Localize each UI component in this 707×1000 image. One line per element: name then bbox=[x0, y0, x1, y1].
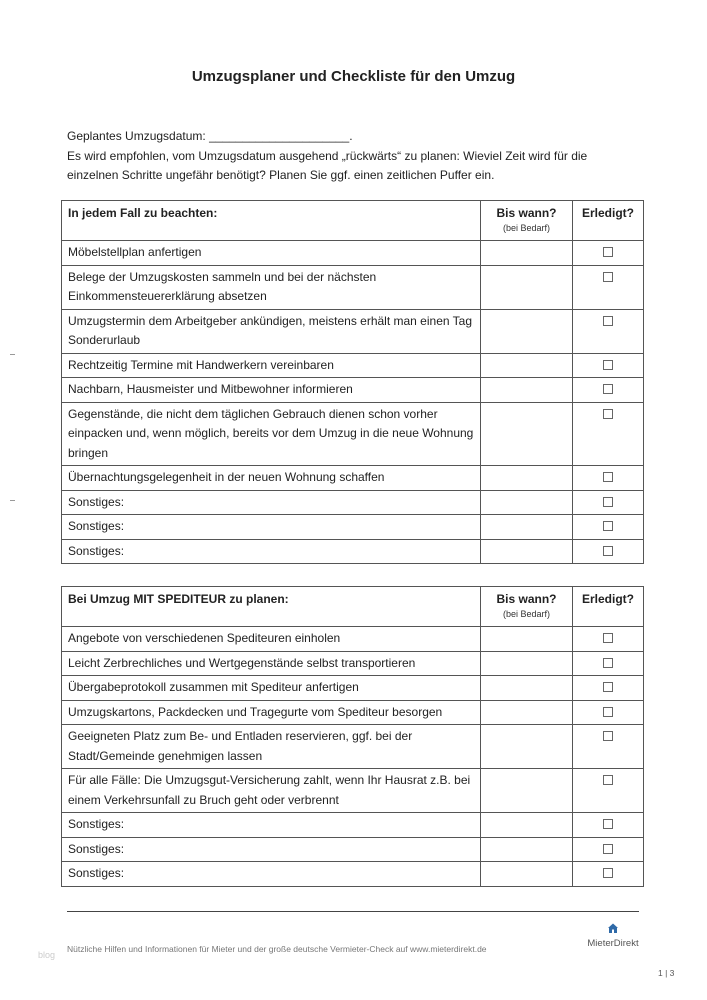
due-date-cell[interactable] bbox=[481, 265, 573, 309]
due-column-header bbox=[481, 587, 573, 627]
task-text: Nachbarn, Hausmeister und Mitbewohner informieren bbox=[62, 378, 481, 403]
due-date-cell[interactable] bbox=[481, 309, 573, 353]
checklist-row bbox=[62, 515, 644, 540]
due-date-cell[interactable] bbox=[481, 353, 573, 378]
due-date-cell[interactable] bbox=[481, 769, 573, 813]
mieterdirekt-logo bbox=[583, 922, 643, 949]
due-date-cell[interactable] bbox=[481, 813, 573, 838]
move-date-line: Geplantes Umzugsdatum: _____________________. bbox=[67, 129, 353, 143]
checkbox[interactable] bbox=[603, 707, 613, 717]
due-date-cell[interactable] bbox=[481, 466, 573, 491]
due-column-label: Bis wann? bbox=[496, 592, 557, 606]
done-cell bbox=[573, 837, 644, 862]
due-date-cell[interactable] bbox=[481, 837, 573, 862]
checklist-table-general bbox=[61, 200, 644, 564]
checkbox[interactable] bbox=[603, 775, 613, 785]
checkbox[interactable] bbox=[603, 844, 613, 854]
due-date-cell[interactable] bbox=[481, 515, 573, 540]
due-date-cell[interactable] bbox=[481, 402, 573, 466]
done-column-header: Erledigt? bbox=[573, 201, 644, 241]
done-cell bbox=[573, 813, 644, 838]
done-column-header: Erledigt? bbox=[573, 587, 644, 627]
watermark: blog bbox=[38, 950, 56, 960]
checklist-row bbox=[62, 676, 644, 701]
checklist-row bbox=[62, 265, 644, 309]
task-text: Umzugstermin dem Arbeitgeber ankündigen, meistens erhält man einen Tag Sonderurlaub bbox=[62, 309, 481, 353]
task-text: Übernachtungsgelegenheit in der neuen Wohnung schaffen bbox=[62, 466, 481, 491]
done-cell bbox=[573, 378, 644, 403]
task-text: Sonstiges: bbox=[62, 515, 481, 540]
checklist-row bbox=[62, 309, 644, 353]
checklist-row bbox=[62, 466, 644, 491]
checkbox[interactable] bbox=[603, 272, 613, 282]
due-date-cell[interactable] bbox=[481, 378, 573, 403]
checklist-row bbox=[62, 651, 644, 676]
checkbox[interactable] bbox=[603, 384, 613, 394]
task-text: Sonstiges: bbox=[62, 490, 481, 515]
task-text: Belege der Umzugskosten sammeln und bei der nächsten Einkommensteuererklärung absetzen bbox=[62, 265, 481, 309]
checkbox[interactable] bbox=[603, 658, 613, 668]
due-column-hint: (bei Bedarf) bbox=[502, 223, 551, 233]
due-date-cell[interactable] bbox=[481, 862, 573, 887]
checkbox[interactable] bbox=[603, 316, 613, 326]
done-cell bbox=[573, 700, 644, 725]
done-cell bbox=[573, 515, 644, 540]
checklist-row bbox=[62, 241, 644, 266]
due-date-cell[interactable] bbox=[481, 651, 573, 676]
checklist-row bbox=[62, 402, 644, 466]
checkbox[interactable] bbox=[603, 472, 613, 482]
task-text: Rechtzeitig Termine mit Handwerkern vereinbaren bbox=[62, 353, 481, 378]
document-title: Umzugsplaner und Checkliste für den Umzug bbox=[191, 68, 516, 85]
logo-text: MieterDirekt bbox=[587, 938, 639, 949]
checklist-row bbox=[62, 813, 644, 838]
checkbox[interactable] bbox=[603, 521, 613, 531]
checklist-table-mover bbox=[61, 586, 644, 887]
checklist-body bbox=[62, 627, 644, 887]
checklist-body bbox=[62, 241, 644, 564]
due-date-cell[interactable] bbox=[481, 627, 573, 652]
footer-divider bbox=[67, 911, 639, 912]
task-text: Sonstiges: bbox=[62, 813, 481, 838]
intro-text-line: einzelnen Schritte ungefähr benötigt? Planen Sie ggf. einen zeitlichen Puffer ein. bbox=[67, 168, 495, 182]
done-cell bbox=[573, 539, 644, 564]
done-cell bbox=[573, 241, 644, 266]
checkbox[interactable] bbox=[603, 868, 613, 878]
checkbox[interactable] bbox=[603, 360, 613, 370]
task-text: Möbelstellplan anfertigen bbox=[62, 241, 481, 266]
task-text: Übergabeprotokoll zusammen mit Spediteur anfertigen bbox=[62, 676, 481, 701]
checklist-row bbox=[62, 539, 644, 564]
table-header: Bei Umzug MIT SPEDITEUR zu planen: bbox=[62, 587, 481, 627]
margin-mark bbox=[10, 354, 15, 355]
done-cell bbox=[573, 490, 644, 515]
task-text: Angebote von verschiedenen Spediteuren einholen bbox=[62, 627, 481, 652]
task-text: Umzugskartons, Packdecken und Tragegurte vom Spediteur besorgen bbox=[62, 700, 481, 725]
due-date-cell[interactable] bbox=[481, 539, 573, 564]
checklist-row bbox=[62, 378, 644, 403]
due-date-cell[interactable] bbox=[481, 490, 573, 515]
due-column-hint: (bei Bedarf) bbox=[502, 609, 551, 619]
done-cell bbox=[573, 627, 644, 652]
checklist-row bbox=[62, 700, 644, 725]
house-icon bbox=[607, 922, 619, 934]
checkbox[interactable] bbox=[603, 682, 613, 692]
done-cell bbox=[573, 769, 644, 813]
due-column-label: Bis wann? bbox=[496, 206, 557, 220]
table-header: In jedem Fall zu beachten: bbox=[62, 201, 481, 241]
due-date-cell[interactable] bbox=[481, 241, 573, 266]
done-cell bbox=[573, 265, 644, 309]
task-text: Leicht Zerbrechliches und Wertgegenstände selbst transportieren bbox=[62, 651, 481, 676]
checkbox[interactable] bbox=[603, 409, 613, 419]
checkbox[interactable] bbox=[603, 497, 613, 507]
intro-section bbox=[67, 127, 647, 186]
done-cell bbox=[573, 862, 644, 887]
checklist-row bbox=[62, 627, 644, 652]
done-cell bbox=[573, 309, 644, 353]
checkbox[interactable] bbox=[603, 731, 613, 741]
done-cell bbox=[573, 402, 644, 466]
margin-mark bbox=[10, 500, 15, 501]
checklist-row bbox=[62, 725, 644, 769]
done-cell bbox=[573, 651, 644, 676]
task-text: Für alle Fälle: Die Umzugsgut-Versicherung zahlt, wenn Ihr Hausrat z.B. bei einem Verkehrsunfall zu Bruch geht oder verbrennt bbox=[62, 769, 481, 813]
checklist-row bbox=[62, 353, 644, 378]
page-number: 1 | 3 bbox=[658, 968, 675, 978]
footer-text: Nützliche Hilfen und Informationen für Mieter und der große deutsche Vermieter-Check auf www.mieterdirekt.de bbox=[67, 944, 487, 954]
task-text: Sonstiges: bbox=[62, 539, 481, 564]
due-column-header bbox=[481, 201, 573, 241]
task-text: Geeigneten Platz zum Be- und Entladen reservieren, ggf. bei der Stadt/Gemeinde genehmigen lassen bbox=[62, 725, 481, 769]
done-cell bbox=[573, 725, 644, 769]
checkbox[interactable] bbox=[603, 247, 613, 257]
done-cell bbox=[573, 676, 644, 701]
checklist-row bbox=[62, 490, 644, 515]
checklist-row bbox=[62, 769, 644, 813]
checklist-row bbox=[62, 862, 644, 887]
checkbox[interactable] bbox=[603, 633, 613, 643]
checkbox[interactable] bbox=[603, 819, 613, 829]
task-text: Sonstiges: bbox=[62, 862, 481, 887]
due-date-cell[interactable] bbox=[481, 725, 573, 769]
checklist-row bbox=[62, 837, 644, 862]
done-cell bbox=[573, 466, 644, 491]
checkbox[interactable] bbox=[603, 546, 613, 556]
task-text: Gegenstände, die nicht dem täglichen Gebrauch dienen schon vorher einpacken und, wenn möglich, bereits vor dem Umzug in die neue Wohnung bringen bbox=[62, 402, 481, 466]
task-text: Sonstiges: bbox=[62, 837, 481, 862]
due-date-cell[interactable] bbox=[481, 700, 573, 725]
intro-text-line: Es wird empfohlen, vom Umzugsdatum ausgehend „rückwärts“ zu planen: Wieviel Zeit wird für die bbox=[67, 148, 588, 163]
done-cell bbox=[573, 353, 644, 378]
due-date-cell[interactable] bbox=[481, 676, 573, 701]
